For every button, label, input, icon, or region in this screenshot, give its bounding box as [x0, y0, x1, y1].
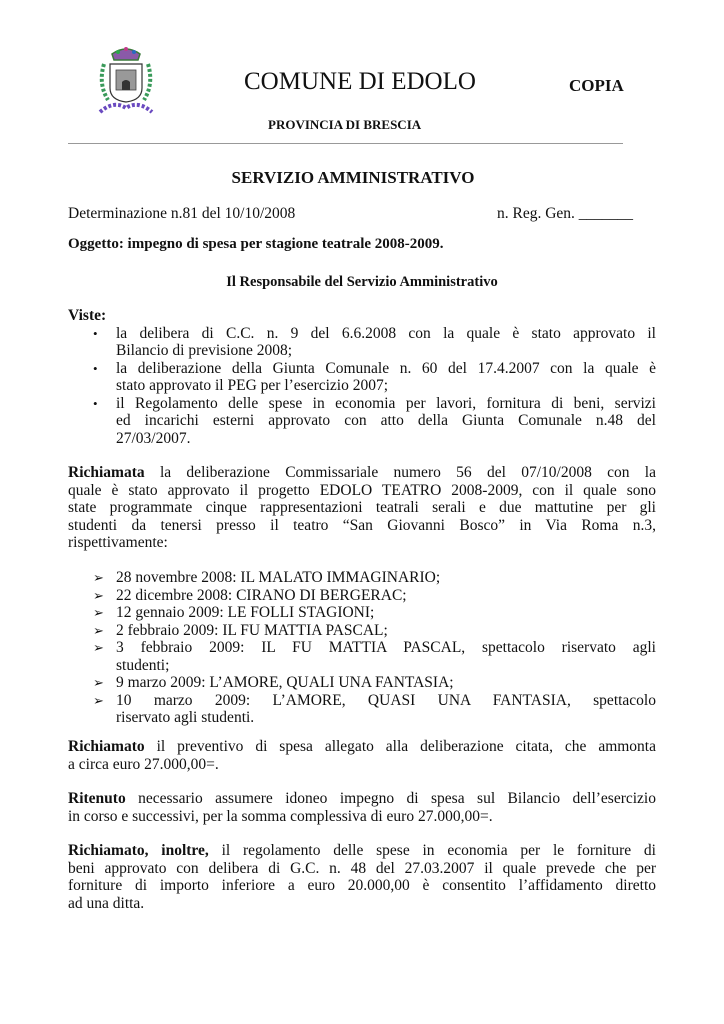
- line-text: state programmate cinque rappresentazioni teatrali serali e due mattutine per gli: [68, 499, 656, 516]
- viste-section: [68, 307, 656, 447]
- ritenuto-paragraph: [68, 790, 656, 825]
- text-line: [116, 342, 656, 360]
- lead-word: Richiamato, inoltre,: [68, 842, 209, 859]
- list-item: [68, 587, 656, 605]
- line-text: rispettivamente:: [68, 534, 168, 551]
- text-line: [116, 622, 656, 640]
- shows-list: [68, 569, 656, 727]
- header-divider: [68, 143, 623, 144]
- list-item: [68, 604, 656, 622]
- arrow-bullet-icon: ➢: [93, 570, 104, 585]
- line-text: 28 novembre 2008: IL MALATO IMMAGINARIO;: [116, 569, 441, 586]
- list-item: [68, 674, 656, 692]
- text-line: [116, 430, 656, 448]
- coat-of-arms-logo: [94, 44, 158, 118]
- text-line: [68, 790, 656, 808]
- line-text: 3 febbraio 2009: IL FU MATTIA PASCAL, spettacolo riservato agli: [116, 639, 656, 656]
- province-label: PROVINCIA DI BRESCIA: [268, 117, 422, 132]
- arrow-bullet-icon: ➢: [93, 640, 104, 655]
- arrow-bullet-icon: ➢: [93, 605, 104, 620]
- lead-word: Richiamata: [68, 464, 145, 481]
- line-text: studenti da tenersi presso il teatro “San Giovanni Bosco” in Via Roma n.3,: [68, 516, 656, 534]
- line-text: la deliberazione Commissariale numero 56 del 07/10/2008 con la: [144, 464, 656, 481]
- arrow-bullet-icon: ➢: [93, 675, 104, 690]
- viste-heading: Viste:: [68, 307, 107, 324]
- text-line: [116, 657, 656, 675]
- list-item: [68, 692, 656, 727]
- line-text: quale è stato approvato il progetto EDOLO TEATRO 2008-2009, con il quale sono: [68, 481, 656, 499]
- line-text: in corso e successivi, per la somma complessiva di euro 27.000,00=.: [68, 807, 493, 825]
- list-item: [68, 395, 656, 448]
- text-line: [116, 692, 656, 710]
- list-item: [68, 622, 656, 640]
- bullet-icon: •: [93, 395, 98, 411]
- copy-mark: COPIA: [569, 76, 624, 95]
- line-text: ad una ditta.: [68, 894, 145, 912]
- list-item: [68, 639, 656, 674]
- text-line: [68, 464, 656, 482]
- line-text: 9 marzo 2009: L’AMORE, QUALI UNA FANTASIA;: [116, 674, 454, 691]
- text-line: [68, 534, 656, 552]
- text-line: [116, 360, 656, 378]
- line-text: beni approvato con delibera di G.C. n. 48 del 27.03.2007 il quale prevede che per: [68, 859, 656, 877]
- determination-number: Determinazione n.81 del 10/10/2008: [68, 205, 296, 222]
- lead-word: Ritenuto: [68, 790, 126, 807]
- lead-word: Richiamato: [68, 738, 145, 755]
- line-text: il regolamento delle spese in economia per le forniture di: [208, 842, 656, 859]
- text-line: [68, 738, 656, 756]
- line-text: la delibera di C.C. n. 9 del 6.6.2008 con la quale è stato approvato il: [116, 324, 656, 342]
- line-text: 22 dicembre 2008: CIRANO DI BERGERAC;: [116, 586, 407, 604]
- richiamato-paragraph: [68, 738, 656, 773]
- line-text: stato approvato il PEG per l’esercizio 2007;: [116, 377, 389, 394]
- arrow-bullet-icon: ➢: [93, 587, 104, 603]
- list-item: [68, 569, 656, 587]
- municipality-title: COMUNE DI EDOLO: [244, 68, 476, 95]
- line-text: forniture di importo inferiore a euro 20.000,00 è consentito l’affidamento diretto: [68, 877, 656, 894]
- text-line: [68, 517, 656, 535]
- text-line: [68, 895, 656, 913]
- text-line: [116, 674, 656, 692]
- service-heading: SERVIZIO AMMINISTRATIVO: [231, 168, 475, 187]
- register-number: n. Reg. Gen. _______: [497, 205, 634, 222]
- line-text: 2 febbraio 2009: IL FU MATTIA PASCAL;: [116, 621, 388, 639]
- text-line: [116, 709, 656, 727]
- line-text: ed incarichi esterni approvato con atto della Giunta Comunale n.48 del: [116, 412, 656, 429]
- text-line: [68, 756, 656, 774]
- text-line: [116, 377, 656, 395]
- line-text: la deliberazione della Giunta Comunale n. 60 del 17.4.2007 con la quale è: [116, 359, 656, 377]
- line-text: 12 gennaio 2009: LE FOLLI STAGIONI;: [116, 604, 375, 621]
- richiamato-inoltre-paragraph: [68, 842, 656, 912]
- line-text: il Regolamento delle spese in economia per lavori, fornitura di beni, servizi: [116, 394, 656, 412]
- arrow-bullet-icon: ➢: [93, 692, 104, 708]
- text-line: [68, 877, 656, 895]
- viste-list: [68, 325, 656, 448]
- richiamata-paragraph: [68, 464, 656, 552]
- text-line: [116, 639, 656, 657]
- text-line: [116, 325, 656, 343]
- line-text: a circa euro 27.000,00=.: [68, 755, 219, 773]
- text-line: [68, 482, 656, 500]
- line-text: Bilancio di previsione 2008;: [116, 342, 293, 359]
- text-line: [68, 842, 656, 860]
- line-text: il preventivo di spesa allegato alla deliberazione citata, che ammonta: [144, 738, 656, 755]
- text-line: [116, 587, 656, 605]
- list-item: [68, 325, 656, 360]
- line-text: studenti;: [116, 656, 170, 674]
- line-text: 10 marzo 2009: L’AMORE, QUASI UNA FANTASIA, spettacolo: [116, 691, 656, 709]
- line-text: 27/03/2007.: [116, 429, 191, 447]
- list-item: [68, 360, 656, 395]
- text-line: [116, 604, 656, 622]
- text-line: [68, 860, 656, 878]
- text-line: [68, 499, 656, 517]
- bullet-icon: •: [93, 325, 98, 341]
- line-text: necessario assumere idoneo impegno di spesa sul Bilancio dell’esercizio: [125, 790, 656, 807]
- text-line: [116, 395, 656, 413]
- text-line: [116, 569, 656, 587]
- text-line: [68, 808, 656, 826]
- line-text: riservato agli studenti.: [116, 709, 255, 726]
- bullet-icon: •: [93, 360, 98, 376]
- arrow-bullet-icon: ➢: [93, 622, 104, 638]
- responsible-heading: Il Responsabile del Servizio Amministrativo: [226, 274, 498, 290]
- subject-line: Oggetto: impegno di spesa per stagione teatrale 2008-2009.: [68, 236, 444, 252]
- text-line: [116, 412, 656, 430]
